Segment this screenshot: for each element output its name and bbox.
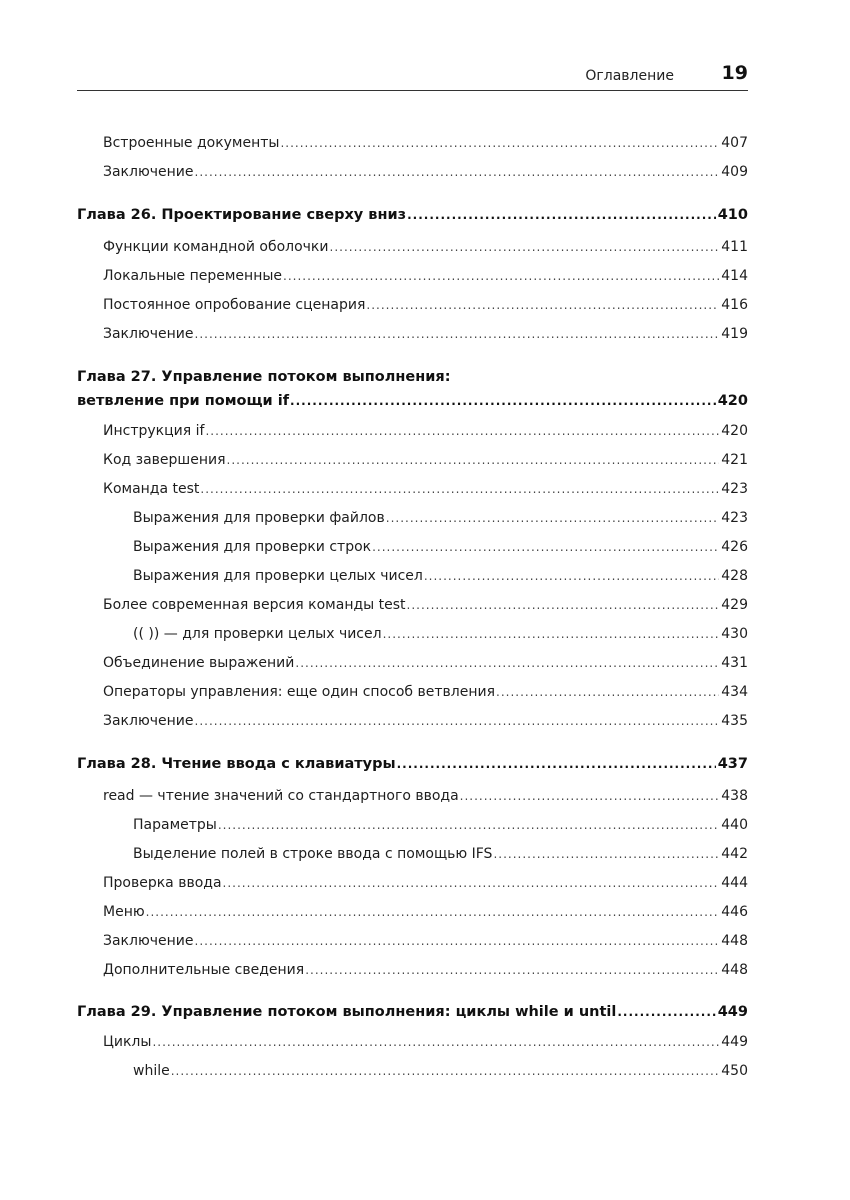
toc-entry-page: 419 (721, 326, 748, 342)
toc-entry-title: Локальные переменные (103, 268, 283, 284)
dot-leader (280, 136, 719, 150)
dot-leader (617, 1005, 715, 1019)
chapter-title: Глава 29. Управление потоком выполнения: циклы while и until (77, 1004, 617, 1020)
toc-entry-page: 434 (721, 684, 748, 700)
toc-entry-title: Код завершения (103, 452, 226, 468)
toc-entry-page: 440 (721, 817, 748, 833)
dot-leader (386, 511, 720, 525)
dot-leader (223, 876, 720, 890)
toc-entry (103, 962, 748, 984)
dot-leader (496, 685, 719, 699)
toc-chapter-26 (77, 207, 748, 229)
toc-entry-title: Выражения для проверки целых чисел (133, 568, 423, 584)
dot-leader (218, 818, 719, 832)
dot-leader (152, 1035, 719, 1049)
toc-subentry (133, 539, 748, 561)
toc-entry-title: Встроенные документы (103, 135, 280, 151)
toc-entry (103, 164, 748, 186)
toc-entry-page: 430 (721, 626, 748, 642)
toc-entry-page: 444 (721, 875, 748, 891)
toc-entry (103, 597, 748, 619)
chapter-title: Глава 26. Проектирование сверху вниз (77, 207, 407, 223)
toc-entry-page: 426 (721, 539, 748, 555)
toc-entry-title: Заключение (103, 164, 194, 180)
dot-leader (290, 394, 716, 408)
toc-entry-page: 414 (721, 268, 748, 284)
toc-entry-page: 423 (721, 481, 748, 497)
toc-entry-title: Выражения для проверки строк (133, 539, 372, 555)
toc-entry-page: 420 (721, 423, 748, 439)
dot-leader (283, 269, 719, 283)
toc-subentry (133, 510, 748, 532)
chapter-page: 437 (717, 756, 748, 772)
chapter-27-title-line1: Глава 27. Управление потоком выполнения: (77, 369, 451, 385)
toc-entry (103, 904, 748, 926)
toc-entry-page: 448 (721, 933, 748, 949)
dot-leader (195, 934, 720, 948)
header-title: Оглавление (585, 68, 674, 84)
dot-leader (295, 656, 719, 670)
toc-entry-title: while (133, 1063, 170, 1079)
toc-entry-page: 428 (721, 568, 748, 584)
dot-leader (227, 453, 720, 467)
toc-entry-page: 442 (721, 846, 748, 862)
dot-leader (305, 963, 719, 977)
dot-leader (383, 627, 720, 641)
toc-entry-page: 409 (721, 164, 748, 180)
toc-entry-title: Выделение полей в строке ввода с помощью IFS (133, 846, 493, 862)
toc-entry-title: (( )) — для проверки целых чисел (133, 626, 382, 642)
toc-entry-page: 423 (721, 510, 748, 526)
toc-entry (103, 875, 748, 897)
chapter-page: 449 (717, 1004, 748, 1020)
dot-leader (397, 757, 716, 771)
toc-entry-title: Постоянное опробование сценария (103, 297, 366, 313)
toc-entry (103, 423, 748, 445)
toc-entry-page: 429 (721, 597, 748, 613)
toc-entry (103, 713, 748, 735)
toc-entry (103, 684, 748, 706)
toc-entry (103, 1034, 748, 1056)
toc-subentry (133, 817, 748, 839)
toc-entry-title: Заключение (103, 326, 194, 342)
toc-entry (103, 452, 748, 474)
chapter-title: ветвление при помощи if (77, 393, 290, 409)
header-page-number: 19 (721, 62, 748, 84)
toc-entry (103, 135, 748, 157)
toc-entry-title: Более современная версия команды test (103, 597, 406, 613)
toc-entry-title: Команда test (103, 481, 200, 497)
toc-entry (103, 933, 748, 955)
dot-leader (424, 569, 719, 583)
toc-entry (103, 788, 748, 810)
toc-entry-title: Циклы (103, 1034, 152, 1050)
toc-entry (103, 655, 748, 677)
toc-chapter-29 (77, 1004, 748, 1026)
toc-chapter-27 (77, 393, 748, 415)
toc-subentry (133, 626, 748, 648)
toc-entry-title: Дополнительные сведения (103, 962, 305, 978)
dot-leader (195, 327, 720, 341)
dot-leader (330, 240, 720, 254)
toc-entry-title: Проверка ввода (103, 875, 222, 891)
toc-subentry (133, 1063, 748, 1085)
toc-entry-page: 448 (721, 962, 748, 978)
toc-chapter-28 (77, 756, 748, 778)
toc-entry-page: 435 (721, 713, 748, 729)
toc-entry-title: Заключение (103, 713, 194, 729)
toc-entry-page: 416 (721, 297, 748, 313)
toc-entry-title: Меню (103, 904, 145, 920)
toc-subentry (133, 846, 748, 868)
toc-entry-title: Выражения для проверки файлов (133, 510, 385, 526)
toc-entry (103, 297, 748, 319)
toc-subentry (133, 568, 748, 590)
chapter-title: Глава 28. Чтение ввода с клавиатуры (77, 756, 396, 772)
dot-leader (205, 424, 719, 438)
toc-entry-page: 438 (721, 788, 748, 804)
dot-leader (195, 714, 720, 728)
toc-entry-page: 431 (721, 655, 748, 671)
dot-leader (146, 905, 720, 919)
dot-leader (407, 208, 716, 222)
toc-entry (103, 268, 748, 290)
toc-entry (103, 239, 748, 261)
toc-entry-title: Заключение (103, 933, 194, 949)
dot-leader (407, 598, 720, 612)
toc-entry-page: 411 (721, 239, 748, 255)
dot-leader (171, 1064, 720, 1078)
dot-leader (460, 789, 720, 803)
chapter-page: 420 (717, 393, 748, 409)
dot-leader (200, 482, 719, 496)
toc-entry (103, 326, 748, 348)
toc-entry-title: Функции командной оболочки (103, 239, 329, 255)
toc-entry-title: Операторы управления: еще один способ ветвления (103, 684, 495, 700)
toc-entry-title: Параметры (133, 817, 217, 833)
toc-entry (103, 481, 748, 503)
running-header (77, 58, 748, 91)
toc-entry-title: read — чтение значений со стандартного ввода (103, 788, 459, 804)
toc-entry-page: 446 (721, 904, 748, 920)
toc-entry-page: 421 (721, 452, 748, 468)
toc-entry-title: Инструкция if (103, 423, 205, 439)
toc-entry-page: 407 (721, 135, 748, 151)
dot-leader (366, 298, 719, 312)
dot-leader (372, 540, 719, 554)
dot-leader (195, 165, 720, 179)
dot-leader (493, 847, 719, 861)
toc-entry-page: 450 (721, 1063, 748, 1079)
chapter-page: 410 (717, 207, 748, 223)
toc-entry-title: Объединение выражений (103, 655, 295, 671)
toc-entry-page: 449 (721, 1034, 748, 1050)
